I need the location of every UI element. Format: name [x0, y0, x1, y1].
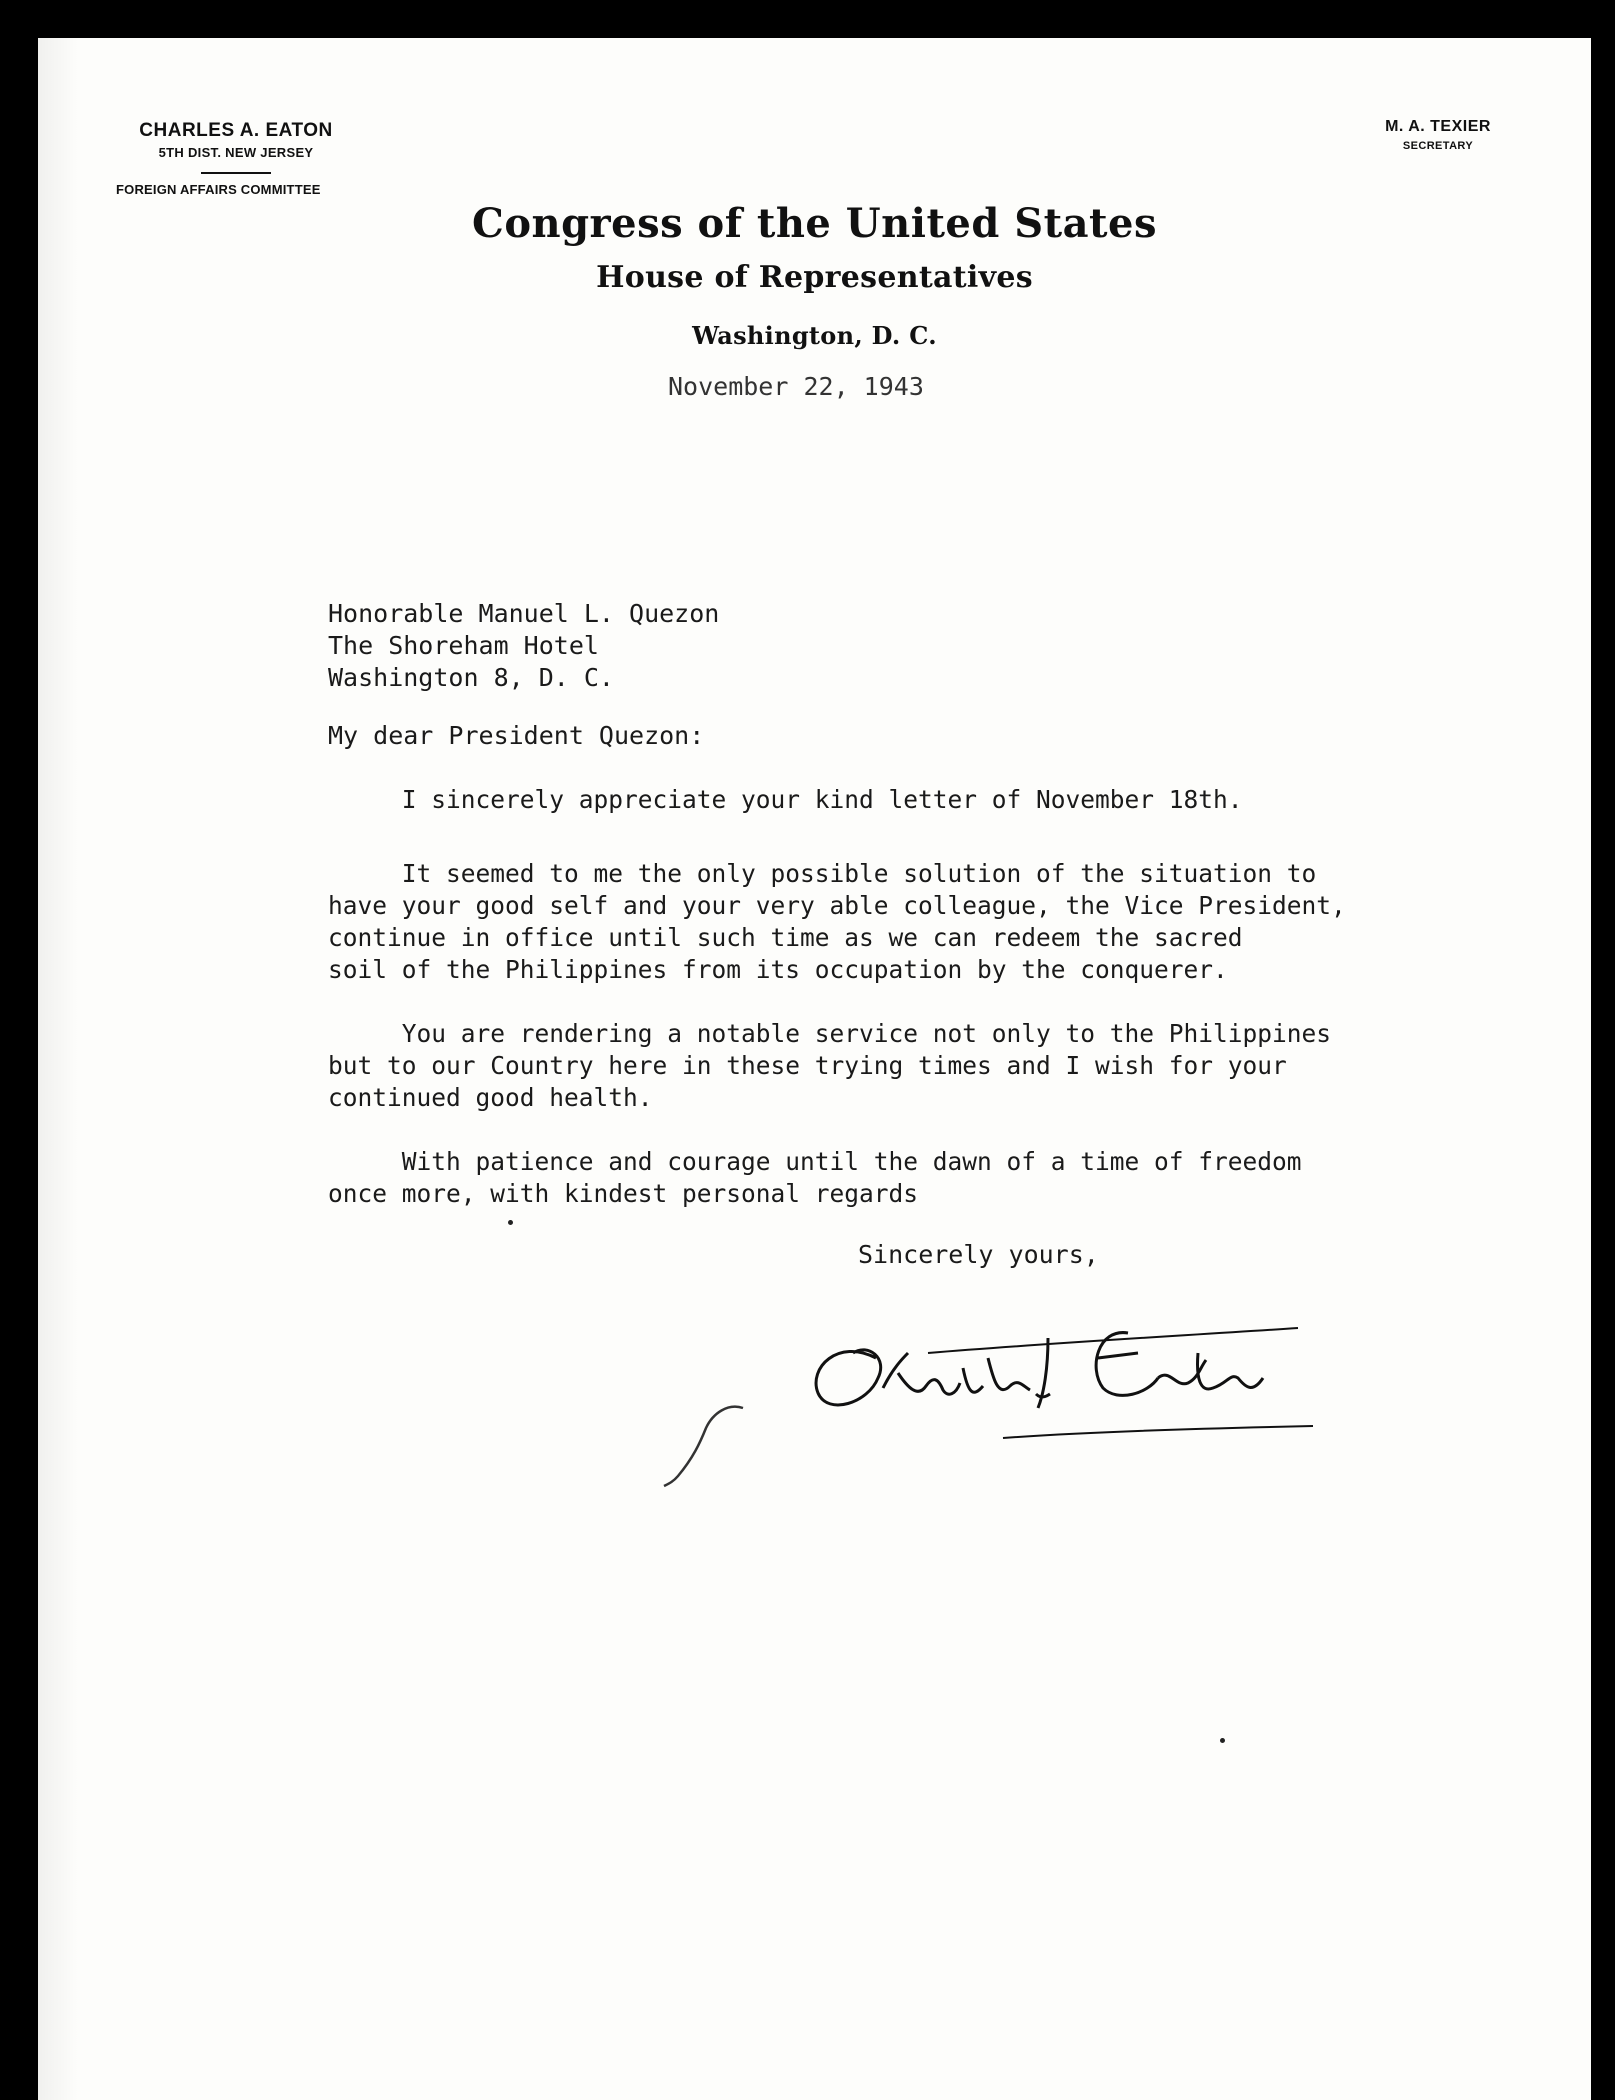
- secretary-name: M. A. TEXIER: [1385, 118, 1491, 135]
- masthead-city: Washington, D. C.: [692, 321, 937, 350]
- body-paragraph: With patience and courage until the dawn of a time of freedom once more, with kindest personal regards: [328, 1147, 1302, 1208]
- address-line: Washington 8, D. C.: [328, 663, 614, 692]
- letter-page: [38, 38, 1591, 2100]
- ink-speck: [508, 1220, 513, 1225]
- ink-speck: [1220, 1738, 1225, 1743]
- member-district: 5TH DIST. NEW JERSEY: [158, 145, 314, 160]
- member-committee: FOREIGN AFFAIRS COMMITTEE: [116, 182, 321, 197]
- member-name: CHARLES A. EATON: [139, 120, 333, 141]
- body-paragraph: I sincerely appreciate your kind letter of November 18th.: [328, 785, 1243, 814]
- ink-mark: [658, 1398, 748, 1488]
- masthead-congress: Congress of the United States: [471, 200, 1157, 247]
- body-paragraph: It seemed to me the only possible solution of the situation to have your good self and your very able colleague, the Vice President, continue in office until such time as we can redeem the sacred soil of the Philippines from its occupation by the conquerer.: [328, 859, 1346, 984]
- body-paragraph: You are rendering a notable service not only to the Philippines but to our Country here in these trying times and I wish for your continued good health.: [328, 1019, 1332, 1112]
- closing: Sincerely yours,: [858, 1240, 1099, 1269]
- salutation: My dear President Quezon:: [328, 721, 705, 750]
- address-line: The Shoreham Hotel: [328, 631, 599, 660]
- secretary-title: SECRETARY: [1402, 140, 1474, 152]
- masthead-house: House of Representatives: [596, 260, 1033, 295]
- recipient-address: [328, 598, 719, 694]
- letterhead-secretary-block: [1358, 118, 1518, 152]
- address-line: Honorable Manuel L. Quezon: [328, 599, 720, 628]
- handwritten-signature: [798, 1298, 1318, 1448]
- letterhead-divider: [201, 172, 271, 174]
- letter-date: November 22, 1943: [668, 372, 924, 401]
- letterhead-member-block: [116, 120, 356, 197]
